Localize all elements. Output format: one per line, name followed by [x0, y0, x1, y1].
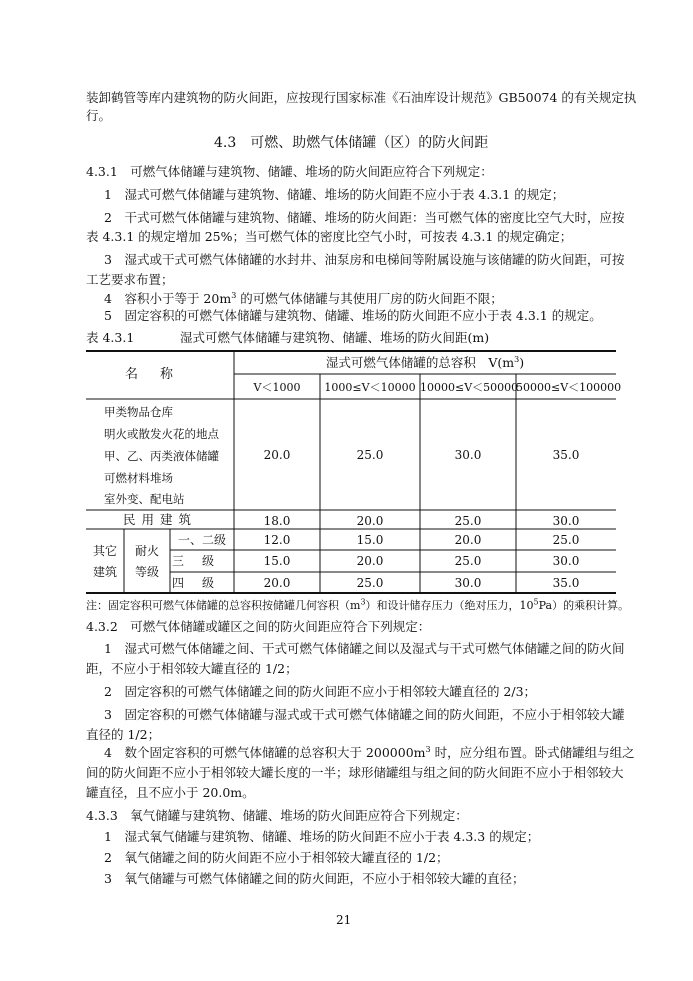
clause-heading: 4.3.3 氧气储罐与建筑物、储罐、堆场的防火间距应符合下列规定： [86, 808, 468, 823]
clause-item: 2 氧气储罐之间的防火间距不应小于相邻较大罐直径的 1/2； [104, 850, 449, 865]
col-header: 1000≤V＜10000 [324, 381, 416, 394]
clause-heading: 4.3.2 可燃气体储罐或罐区之间的防火间距应符合下列规定： [86, 619, 431, 634]
table-cell: 35.0 [552, 576, 580, 590]
table-cell: 35.0 [552, 448, 580, 462]
row-label: 三级 [171, 554, 232, 568]
spacing-table [86, 350, 622, 594]
paragraph-line: 装卸鹤管等库内建筑物的防火间距，应按现行国家标准《石油库设计规范》GB50074 的有关规定执 [86, 90, 637, 105]
clause-item: 3 固定容积的可燃气体储罐与湿式或干式可燃气体储罐之间的防火间距，不应小于相邻较大罐 [104, 707, 625, 722]
row-label: 明火或散发火花的地点 [104, 427, 219, 441]
table-cell: 15.0 [263, 554, 291, 568]
table-cell: 20.0 [263, 576, 291, 590]
row-label: 一、二级 [177, 533, 226, 547]
clause-item-cont: 工艺要求布置； [86, 272, 174, 287]
table-cell: 25.0 [356, 576, 384, 590]
clause-item-cont: 间的防火间距不应小于相邻较大罐长度的一半；球形储罐组与组之间的防火间距不应小于相邻较大 [86, 765, 624, 780]
table-cell: 20.0 [263, 448, 291, 462]
table-cell: 15.0 [356, 533, 384, 547]
table-cell: 25.0 [454, 514, 482, 528]
clause-item: 1 湿式氧气储罐与建筑物、储罐、堆场的防火间距不应小于表 4.3.3 的规定； [104, 829, 540, 844]
table-cell: 12.0 [263, 533, 291, 547]
col-header: 10000≤V＜50000 [420, 381, 519, 394]
page-number: 21 [336, 913, 352, 927]
table-cell: 25.0 [356, 448, 384, 462]
clause-item: 2 固定容积的可燃气体储罐之间的防火间距不应小于相邻较大罐直径的 2/3； [104, 684, 537, 699]
clause-item: 1 湿式可燃气体储罐与建筑物、储罐、堆场的防火间距不应小于表 4.3.1 的规定； [104, 187, 565, 202]
row-group-label: 其它 [92, 544, 117, 558]
clause-item-cont: 距，不应小于相邻较大罐直径的 1/2； [86, 661, 298, 676]
table-note: 注：固定容积可燃气体储罐的总容积按储罐几何容积$(m^3)$和设计储存压力（绝对压力，$10^5Pa$）的乘积计算。 [86, 597, 630, 612]
row-label: 可燃材料堆场 [104, 471, 173, 485]
clause-item-cont: 直径的 1/2； [86, 727, 161, 742]
table-cell: 30.0 [454, 576, 482, 590]
clause-item: 3 湿式或干式可燃气体储罐的水封井、油泵房和电梯间等附属设施与该储罐的防火间距，可按 [104, 252, 625, 267]
row-label: 甲、乙、丙类液体储罐 [104, 449, 219, 463]
table-cell: 20.0 [356, 514, 384, 528]
clause-item-cont: 表 4.3.1 的规定增加 25%；当可燃气体的密度比空气小时，可按表 4.3.1 的规定确定； [86, 229, 573, 244]
table-cell: 25.0 [552, 533, 580, 547]
section-heading: 4.3 可燃、助燃气体储罐（区）的防火间距 [214, 135, 489, 151]
clause-item: 1 湿式可燃气体储罐之间、干式可燃气体储罐之间以及湿式与干式可燃气体储罐之间的防火间 [104, 641, 625, 656]
table-cell: 30.0 [454, 448, 482, 462]
table-cell: 25.0 [454, 554, 482, 568]
table-caption-number: 表 4.3.1 [86, 330, 135, 345]
row-label: 室外变、配电站 [104, 492, 185, 506]
table-cell: 20.0 [356, 554, 384, 568]
clause-item: 5 固定容积的可燃气体储罐与建筑物、储罐、堆场的防火间距不应小于表 4.3.1 的规定。 [104, 308, 602, 323]
row-label: 四级 [171, 576, 232, 590]
row-group-label: 建筑 [92, 565, 117, 579]
clause-item: 4 数个固定容积的可燃气体储罐的总容积大于 $200000m^3$ 时，应分组布置。卧式储罐组与组之 [104, 744, 635, 760]
table-cell: 18.0 [263, 514, 291, 528]
clause-heading: 4.3.1 可燃气体储罐与建筑物、储罐、堆场的防火间距应符合下列规定： [86, 164, 493, 179]
clause-item: 2 干式可燃气体储罐与建筑物、储罐、堆场的防火间距：当可燃气体的密度比空气大时，应按 [104, 210, 625, 225]
col-header: 50000≤V＜100000 [516, 381, 622, 394]
clause-item-cont: 罐直径，且不应小于 20.0m。 [86, 785, 255, 800]
row-group-label: 等级 [134, 565, 159, 579]
table-cell: 30.0 [552, 554, 580, 568]
col-header: V＜1000 [253, 381, 301, 394]
header-name: 名称 [124, 367, 195, 382]
clause-item: 4 容积小于等于 $20m^3$ 的可燃气体储罐与其使用厂房的防火间距不限； [104, 290, 503, 306]
paragraph-line: 行。 [86, 108, 112, 123]
header-group: 湿式可燃气体储罐的总容积 $V(m^3)$ [325, 354, 525, 370]
row-label: 甲类物品仓库 [104, 405, 173, 419]
row-group-label: 耐火 [134, 544, 159, 558]
table-cell: 30.0 [552, 514, 580, 528]
row-label: 民用建筑 [122, 512, 197, 527]
table-cell: 20.0 [454, 533, 482, 547]
clause-item: 3 氧气储罐与可燃气体储罐之间的防火间距，不应小于相邻较大罐的直径； [104, 871, 525, 886]
table-caption-title: 湿式可燃气体储罐与建筑物、储罐、堆场的防火间距(m) [180, 330, 490, 345]
